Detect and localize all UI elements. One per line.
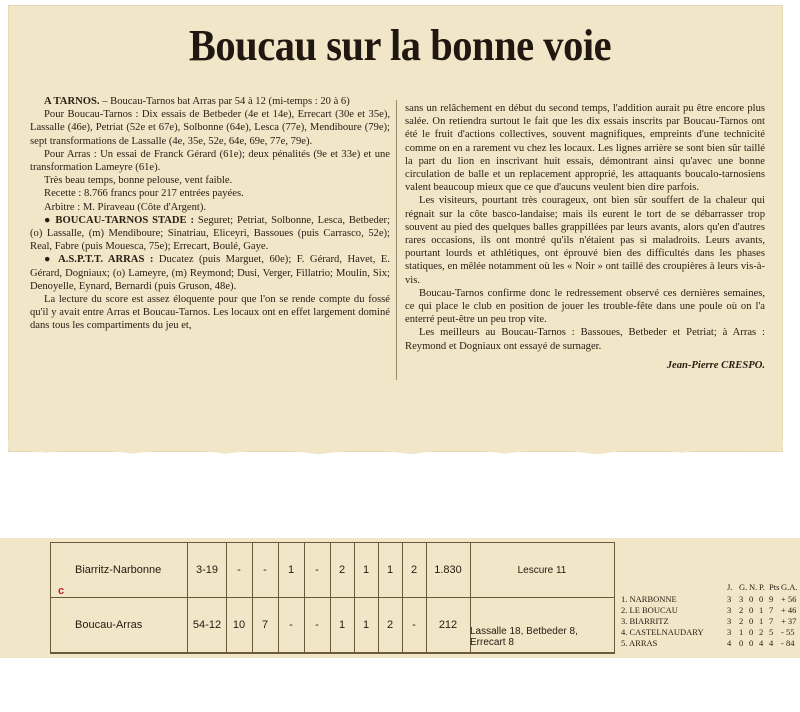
table-cell-scorers: Lassalle 18, Betbeder 8, Errecart 8 [470, 626, 578, 648]
table-cell-c2: 7 [252, 598, 279, 652]
standings-value: + 56 [781, 594, 797, 604]
torn-edge [8, 440, 783, 456]
article-paragraph [405, 326, 765, 352]
standings-team: 4. CASTELNAUDARY [621, 627, 704, 637]
article-paragraph [30, 187, 390, 200]
article-paragraph [30, 108, 390, 148]
article-paragraph [30, 214, 390, 254]
article-paragraph [405, 194, 765, 286]
standings-value: - 84 [781, 638, 795, 648]
table-cell-c6: 1 [354, 598, 379, 652]
table-cell-c4: - [304, 543, 331, 597]
table-cell-c4: - [304, 598, 331, 652]
standings-value: + 46 [781, 605, 797, 615]
standings-row [615, 605, 795, 615]
paragraph-lead: ● A.S.P.T.T. ARRAS : [44, 254, 154, 266]
article-paragraph [30, 174, 390, 187]
standings-value: 0 [749, 594, 754, 604]
standings-value: 1 [759, 616, 764, 626]
standings-value: 7 [769, 605, 774, 615]
article-column-right [405, 102, 765, 372]
standings-value: 7 [769, 616, 774, 626]
standings-value: 0 [749, 638, 754, 648]
standings-value: 4 [727, 638, 732, 648]
standings-value: 3 [727, 627, 732, 637]
table-cell-c3: 1 [278, 543, 305, 597]
standings-team: 5. ARRAS [621, 638, 658, 648]
standings-team: 3. BIARRITZ [621, 616, 669, 626]
table-cell-c7: 2 [378, 598, 403, 652]
standings-row [615, 627, 795, 637]
column-divider [396, 100, 397, 380]
standings-value: 3 [727, 594, 732, 604]
table-cell-c3: - [278, 598, 305, 652]
standings-value: 0 [749, 616, 754, 626]
results-table [50, 542, 615, 654]
standings-header-cell: J. [727, 582, 733, 592]
article-paragraph [30, 201, 390, 214]
article-paragraph [30, 148, 390, 174]
article-column-left [30, 95, 390, 333]
standings-value: 0 [739, 638, 744, 648]
paragraph-text: Les visiteurs, pourtant très courageux, ont bien sûr souffert de la chaleur qui régnait sur la côte basco-landaise; mais ils eurent le tort de se débarrasser trop souvent au pied des quelques balles grappillées par leurs avants, alors qu'en d'autres rares occasions, ils ont montré qu'ils n'étaient pas si maladroits. Leurs avants, pourtant lourds et athlétiques, ont éprouvé bien des difficultés dans les phases statiques, en mêlée notamment où les « Noir » ont taillé des croupières à leurs vis-à-vis. [405, 195, 765, 286]
table-row [51, 598, 614, 653]
paragraph-text: Pour Arras : Un essai de Franck Gérard (61e); deux pénalités (9e et 33e) et une transformation Lameyre (61e). [30, 148, 390, 174]
standings-header-cell: P. [759, 582, 765, 592]
standings-row [615, 638, 795, 648]
standings-value: 0 [749, 627, 754, 637]
paragraph-text: Boucau-Tarnos confirme donc le redressement observé ces dernières semaines, ce qui place le club en position de jouer les trouble-fête dans une poule où on l'a enterré peut-être un peu trop vite. [405, 287, 765, 326]
standings-value: 2 [739, 605, 744, 615]
paragraph-text: – Boucau-Tarnos bat Arras par 54 à 12 (mi-temps : 20 à 6) [99, 96, 350, 107]
standings-value: 0 [759, 594, 764, 604]
standings-value: 2 [739, 616, 744, 626]
standings-value: 1 [739, 627, 744, 637]
table-cell-match: Boucau-Arras [51, 598, 188, 652]
article-paragraph [30, 95, 390, 108]
standings-value: + 37 [781, 616, 797, 626]
standings-value: 3 [727, 616, 732, 626]
paragraph-text: La lecture du score est assez éloquente pour que l'on se rende compte du fossé qu'il y avait entre Arras et Boucau-Tarnos. Les locaux ont en effet largement dominé dans tous les compartiments du jeu et, [30, 294, 390, 332]
article-paragraph [405, 287, 765, 327]
paragraph-text: Ducatez (puis Marguet, 60e); F. Gérard, Havet, E. Gérard, Dogniaux; (o) Lameyre, (m) Reymond; Dusi, Verger, Fillatrio; Moulin, Six; Denoyelle, Eynard, Bernardi (puis Gruson, 48e). [30, 254, 390, 292]
table-cell-c2: - [252, 543, 279, 597]
paragraph-text: Arbitre : M. Piraveau (Côte d'Argent). [44, 201, 207, 213]
standings-header-cell: Pts [769, 582, 780, 592]
paragraph-lead: A TARNOS. [44, 96, 100, 107]
article-paragraph [30, 293, 390, 333]
article-headline: Boucau sur la bonne voie [188, 21, 612, 70]
standings-value: 9 [769, 594, 774, 604]
author-signature: Jean-Pierre CRESPO. [666, 359, 765, 371]
table-cell-score: 3-19 [188, 543, 227, 597]
standings-header-cell: G. [739, 582, 748, 592]
standings-team: 1. NARBONNE [621, 594, 677, 604]
article-paragraph [30, 253, 390, 293]
standings-team: 2. LE BOUCAU [621, 605, 678, 615]
table-cell-attendance: 212 [426, 598, 471, 652]
standings-value: 3 [739, 594, 744, 604]
standings-row [615, 616, 795, 626]
standings-table [614, 574, 798, 654]
table-cell-c1: - [226, 543, 253, 597]
standings-header-cell: N. [749, 582, 758, 592]
table-cell-c8: 2 [402, 543, 427, 597]
paragraph-text: Seguret; Petriat, Solbonne, Lesca, Betbeder; (o) Lassalle, (m) Mendiboure; Sinatriau, Eliceyri, Bassoues (puis Carrasco, 52e); Real, Fabre (puis Mouesca, 75e); Errecart, Boulé, Gaye. [30, 214, 390, 253]
paragraph-text: Les meilleurs au Boucau-Tarnos : Bassoues, Betbeder et Petriat; à Arras : Reymond et Dogniaux ont essayé de surnager. [405, 327, 765, 352]
article-paragraph [405, 102, 765, 194]
red-marker: c [58, 585, 65, 597]
table-cell-scorers: Lescure 11 [517, 564, 567, 576]
paragraph-text: sans un relâchement en début du second temps, l'addition aurait pu être encore plus salée. On retiendra surtout le fait que les dix essais inscrits par Boucau-Tarnos ont été le fruit d'actions collectives, souvent magnifiques, empreints d'une technicité comme on en a rarement vu chez les locaux. Les lignes arrière se sont bien sûr taillé la part du lion en inscrivant huit essais, démontrant ainsi qu'avec une bonne circulation de balle et un replacement approprié, les attaquants boucalo-tarnosiens valent beaucoup mieux que ce que d'aucuns veulent bien dire parfois. [405, 103, 765, 194]
paragraph-lead: ● BOUCAU-TARNOS STADE : [44, 214, 194, 226]
table-cell-score: 54-12 [188, 598, 227, 652]
paragraph-text: Recette : 8.766 francs pour 217 entrées payées. [44, 188, 244, 200]
standings-header-cell: G.A. [781, 582, 798, 592]
standings-header [615, 582, 798, 592]
table-cell-c1: 10 [226, 598, 253, 652]
standings-value: 1 [759, 605, 764, 615]
standings-value: 4 [759, 638, 764, 648]
standings-value: 3 [727, 605, 732, 615]
table-cell-c7: 1 [378, 543, 403, 597]
paragraph-text: Pour Boucau-Tarnos : Dix essais de Betbeder (4e et 14e), Errecart (30e et 35e), Lassalle (46e), Petriat (52e et 67e), Solbonne (64e), Lesca (77e), Mendiboure (79e); sept transformations de Lassalle (4e, 35e, 52e, 64e, 69e, 77e, 79e). [30, 109, 390, 147]
table-cell-c6: 1 [354, 543, 379, 597]
standings-value: 2 [759, 627, 764, 637]
table-cell-c5: 2 [330, 543, 355, 597]
table-row [51, 543, 614, 598]
standings-value: - 55 [781, 627, 795, 637]
paragraph-text: Très beau temps, bonne pelouse, vent faible. [44, 175, 233, 187]
standings-value: 0 [749, 605, 754, 615]
table-cell-c8: - [402, 598, 427, 652]
standings-value: 4 [769, 638, 774, 648]
table-cell-attendance: 1.830 [426, 543, 471, 597]
table-cell-match: Biarritz-Narbonne [51, 543, 188, 597]
standings-value: 5 [769, 627, 774, 637]
standings-row [615, 594, 795, 604]
table-cell-c5: 1 [330, 598, 355, 652]
